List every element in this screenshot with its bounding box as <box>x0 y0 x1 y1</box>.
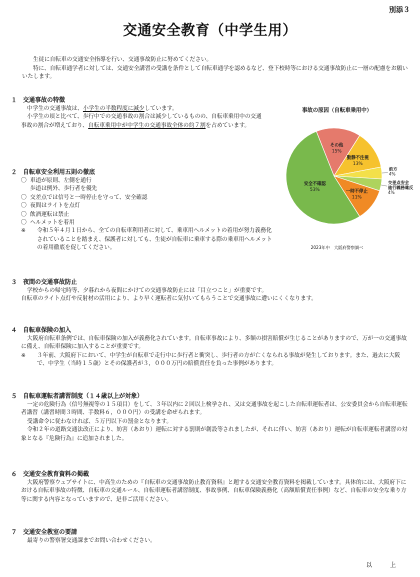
section-1-number: １ <box>11 97 18 104</box>
section-3-title: 夜間の交通事故防止 <box>23 279 78 286</box>
rule-text: ヘルメットを着用 <box>30 220 75 227</box>
section-1 <box>11 96 263 130</box>
section-3-heading <box>11 278 411 287</box>
section-7-title: 交通安全教室の要請 <box>23 529 78 536</box>
pie-label: 4% <box>388 190 395 196</box>
rule-text: 飲酒運転は禁止 <box>30 211 70 218</box>
section-4-note-text: ３年前、大阪府下において、中学生が自転車で走行中に歩行者と衝突し、歩行者の方が亡くなられる事故が発生しております。また、過去に大阪で、中学生（当時１５歳）とその保護者が３，０００万円の賠償責任を負った事例があります。 <box>37 352 401 368</box>
annex-label: 別添３ <box>389 6 410 14</box>
section-2-note <box>21 227 273 252</box>
intro-line-2: 特に、自転車通学者に対しては、交通安全講習の受講を条件として自転車通学を認めるなど、登下校時等における交通事故防止に一層の配慮をお願いいたします。 <box>22 65 408 81</box>
section-2-title: 自転車安全利用五則の徹底 <box>23 169 96 176</box>
section-4-title: 自転車保険の加入 <box>23 327 72 334</box>
section-2 <box>11 168 273 253</box>
section-1-p1-underline: 小学生の半数程度に減少 <box>82 106 145 112</box>
section-5-number: ５ <box>11 393 18 400</box>
section-3-number: ３ <box>11 279 18 286</box>
chart-source: 2023年中 大阪府警察調べ <box>310 245 364 250</box>
rule-text: 車道が原則、左側を通行 <box>30 178 92 184</box>
pie-chart <box>256 114 418 244</box>
rule-item <box>21 202 273 210</box>
accident-cause-chart <box>256 106 418 256</box>
page-title: 交通安全教育（中学生用） <box>123 23 297 39</box>
section-1-p2-a: 小学生の頃と比べて、歩行中での交通事故の割合は減少しているものの、自転車乗用中の交通事故の割合が増えており、 <box>21 114 262 129</box>
pie-label: その他 <box>330 143 344 149</box>
section-7-heading <box>11 528 411 537</box>
pie-label: 4% <box>388 171 396 177</box>
rule-item <box>21 177 273 185</box>
section-2-heading <box>11 168 273 177</box>
section-1-p2 <box>21 113 263 130</box>
section-3-p2: 自転車のライト点灯や反射材の活用により、より早く運転者に気付いてもらうことで交通事故に遭いにくくなります。 <box>21 296 317 303</box>
section-5 <box>11 392 411 443</box>
section-1-p2-c: を占めています。 <box>205 122 250 129</box>
section-1-title: 交通事故の特徴 <box>23 97 66 104</box>
section-1-p1-b: しています。 <box>144 106 178 112</box>
bullet-mark: 〇 <box>21 203 27 210</box>
section-6-number: ６ <box>11 471 18 478</box>
pie-label: 安全不確認 <box>303 181 326 187</box>
section-4-note <box>21 352 411 369</box>
pie-label: 動静不注視 <box>346 155 369 161</box>
section-5-p1: 一定の危険行為（信号無視等の１５項目）をして、３年以内に２回以上検挙され、又は交通事故を起こした自転車運転者は、公安委員会から自転車運転者講習（講習時間３時間、手数料６，０００円）の受講を命ぜられます。 <box>21 402 408 417</box>
rule-item <box>21 219 273 227</box>
rule-text: 歩道は例外、歩行者を優先 <box>30 186 98 193</box>
note-mark: ※ <box>21 352 26 359</box>
section-1-heading <box>11 96 263 105</box>
intro <box>22 56 408 82</box>
section-7-number: ７ <box>11 529 18 536</box>
section-4-number: ４ <box>11 327 18 334</box>
pie-label: 53% <box>309 187 320 193</box>
section-1-p2-underline: 自転車乗用中が中学生の交通事故全体の約７割 <box>88 122 206 129</box>
section-5-p2: 受講命令に従わなければ、５万円以下の罰金となります。 <box>27 418 172 425</box>
rule-text: 夜間はライトを点灯 <box>30 203 81 210</box>
section-6-p1: 大阪府警察ウェブサイトに、中高生のための『自転車の交通事故防止教育資料』と題する交通安全教育資料を掲載しています。具体的には、大阪府下における自転車事故の特徴、自転車の交通ルール、自転車運転者講習制度、事故事例、自転車保険義務化（高額賠償責任事例）など、自転車の安全な乗り方等に関する内容となっていますので、是非ご活用ください。 <box>21 480 407 503</box>
section-2-note-text: 令和５年４月１日から、全ての自転車利用者に対して、乗車用ヘルメットの着用が努力義務化されていることを踏まえ、保護者に対しても、生徒が自転車に乗車する際の乗車用ヘルメットの着用徹底を促してください。 <box>37 228 273 252</box>
rule-item <box>21 185 273 193</box>
rule-text: 交差点では信号と一時停止を守って、安全確認 <box>30 194 148 201</box>
pie-label: 15% <box>331 149 342 155</box>
pie-label: 交差点安全 <box>388 180 409 186</box>
section-1-p1-a: 中学生の交通事故は、 <box>27 106 83 112</box>
section-7 <box>11 528 411 545</box>
rule-item <box>21 211 273 219</box>
section-2-number: ２ <box>11 169 18 176</box>
section-6-heading <box>11 470 411 479</box>
pie-label: 進行義務違反 <box>388 185 414 191</box>
section-3 <box>11 278 411 304</box>
pie-label: 前方 <box>388 166 398 172</box>
section-5-title: 自転車運転者講習制度（１４歳以上が対象） <box>23 393 144 400</box>
closing-mark: 以 上 <box>365 562 402 569</box>
section-5-p3: 令和２年の道路交通法改正により、妨害（あおり）運転に対する罰則が創設等されましたが、それに伴い、妨害（あおり）運転が自転車運転者講習の対象となる『危険行為』に追加されました。 <box>21 427 408 442</box>
note-mark: ※ <box>21 228 26 235</box>
intro-line-1: 生徒に自転車の交通安全指導を行い、交通事故防止に努めてください。 <box>33 57 213 63</box>
section-6 <box>11 470 411 504</box>
bullet-mark: 〇 <box>21 194 27 201</box>
section-6-title: 交通安全教育資料の掲載 <box>23 471 90 478</box>
section-7-p1: 最寄りの警察署交通課までお問い合わせください。 <box>27 538 156 544</box>
section-4 <box>11 326 411 369</box>
section-3-p1: 学校からの帰宅時等、夕暮れから夜間にかけての交通事故防止には「目立つこと」が重要です。 <box>27 288 268 294</box>
pie-label: 11% <box>351 195 362 201</box>
section-1-p1 <box>21 105 263 113</box>
pie-leader-line <box>381 185 387 186</box>
chart-title: 事故の原因（自転車乗用中） <box>301 108 373 114</box>
rule-item <box>21 194 273 202</box>
bullet-mark: 〇 <box>21 178 27 184</box>
section-5-heading <box>11 392 411 401</box>
pie-label: 13% <box>352 161 363 167</box>
bullet-mark: 〇 <box>21 220 27 227</box>
pie-label: 一時不停止 <box>345 189 368 195</box>
bullet-mark: 〇 <box>21 211 27 218</box>
section-4-p1: 大阪府自転車条例では、自転車保険の加入が義務化されています。自転車事故により、多額の損害賠償が生じることがありますので、万が一の交通事故に備え、自転車保険に加入することが重要です。 <box>21 336 407 351</box>
section-4-heading <box>11 326 411 335</box>
